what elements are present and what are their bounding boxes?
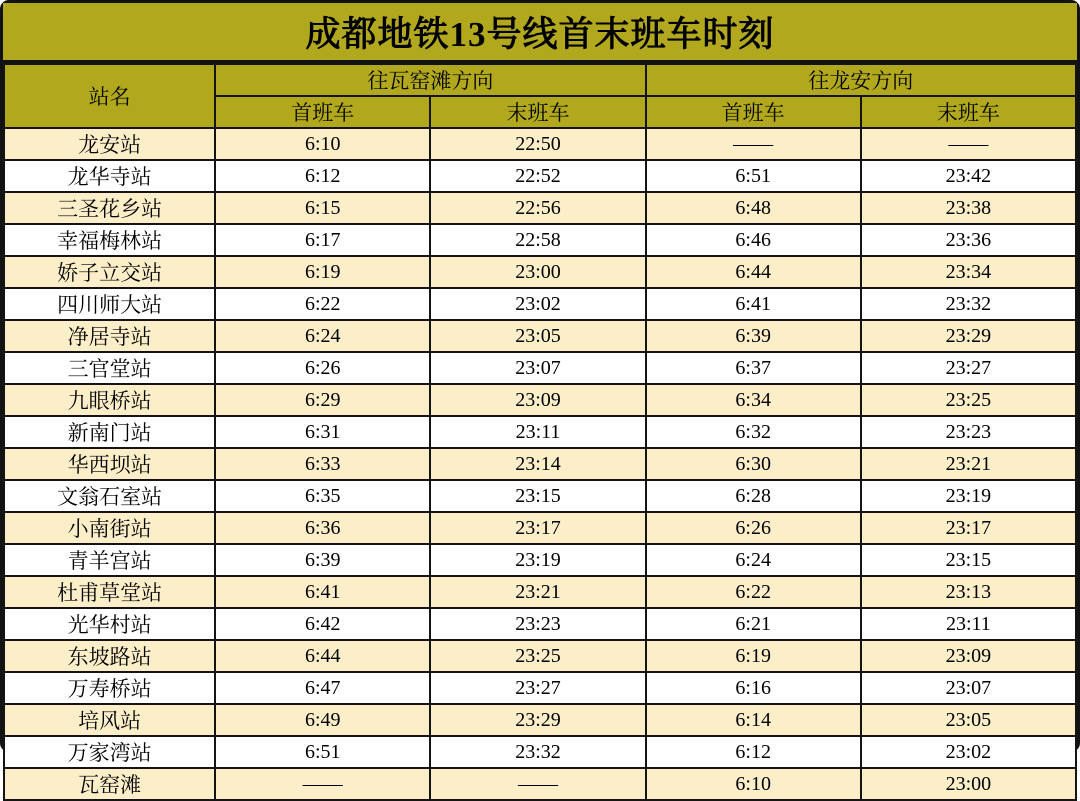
- time-cell: 23:29: [430, 704, 645, 736]
- station-name: 万寿桥站: [4, 672, 215, 704]
- time-cell: 23:11: [861, 608, 1076, 640]
- station-name: 龙安站: [4, 128, 215, 160]
- time-cell: 6:44: [646, 256, 861, 288]
- subheader-wayaotan-last: 末班车: [430, 96, 645, 128]
- time-cell: 23:02: [861, 736, 1076, 768]
- time-cell: 23:07: [430, 352, 645, 384]
- time-cell: 23:19: [861, 480, 1076, 512]
- time-cell: 23:27: [430, 672, 645, 704]
- time-cell: 6:15: [215, 192, 430, 224]
- direction-header-row: [4, 64, 1076, 96]
- time-cell: 23:36: [861, 224, 1076, 256]
- time-cell: 6:28: [646, 480, 861, 512]
- time-cell: 23:29: [861, 320, 1076, 352]
- time-cell: 23:09: [430, 384, 645, 416]
- time-cell: 23:38: [861, 192, 1076, 224]
- station-name: 三官堂站: [4, 352, 215, 384]
- time-cell: 23:32: [430, 736, 645, 768]
- timetable-header: [4, 64, 1076, 128]
- time-cell: 23:14: [430, 448, 645, 480]
- time-cell: 6:48: [646, 192, 861, 224]
- time-cell: 6:34: [646, 384, 861, 416]
- time-cell: 6:22: [215, 288, 430, 320]
- time-cell: 6:29: [215, 384, 430, 416]
- time-cell: 6:26: [215, 352, 430, 384]
- direction-header-wayaotan: 往瓦窑滩方向: [215, 64, 645, 96]
- time-cell: ——: [215, 768, 430, 800]
- time-cell: 23:19: [430, 544, 645, 576]
- table-row: [4, 128, 1076, 160]
- time-cell: 6:16: [646, 672, 861, 704]
- time-cell: ——: [861, 128, 1076, 160]
- time-cell: 23:00: [430, 256, 645, 288]
- table-row: [4, 480, 1076, 512]
- time-cell: 6:17: [215, 224, 430, 256]
- time-cell: 6:39: [215, 544, 430, 576]
- table-row: [4, 768, 1076, 800]
- time-cell: 6:30: [646, 448, 861, 480]
- station-name: 瓦窑滩: [4, 768, 215, 800]
- time-cell: 23:07: [861, 672, 1076, 704]
- time-cell: 23:27: [861, 352, 1076, 384]
- time-cell: 23:17: [861, 512, 1076, 544]
- time-cell: 23:34: [861, 256, 1076, 288]
- time-cell: 6:41: [646, 288, 861, 320]
- time-cell: 6:12: [646, 736, 861, 768]
- time-cell: 6:44: [215, 640, 430, 672]
- time-cell: 23:25: [861, 384, 1076, 416]
- time-cell: 23:42: [861, 160, 1076, 192]
- time-cell: 22:56: [430, 192, 645, 224]
- time-cell: 6:36: [215, 512, 430, 544]
- time-cell: 6:41: [215, 576, 430, 608]
- time-cell: 6:39: [646, 320, 861, 352]
- station-name: 青羊宫站: [4, 544, 215, 576]
- time-cell: 6:42: [215, 608, 430, 640]
- time-cell: 23:15: [861, 544, 1076, 576]
- time-cell: 22:52: [430, 160, 645, 192]
- station-name: 东坡路站: [4, 640, 215, 672]
- station-name: 万家湾站: [4, 736, 215, 768]
- time-cell: 6:31: [215, 416, 430, 448]
- station-name: 新南门站: [4, 416, 215, 448]
- time-cell: 6:51: [215, 736, 430, 768]
- subheader-wayaotan-first: 首班车: [215, 96, 430, 128]
- table-row: [4, 352, 1076, 384]
- table-row: [4, 256, 1076, 288]
- time-cell: 6:46: [646, 224, 861, 256]
- station-name: 龙华寺站: [4, 160, 215, 192]
- time-cell: 23:15: [430, 480, 645, 512]
- time-cell: 6:10: [646, 768, 861, 800]
- table-row: [4, 640, 1076, 672]
- time-cell: 6:21: [646, 608, 861, 640]
- table-row: [4, 608, 1076, 640]
- time-cell: 22:58: [430, 224, 645, 256]
- time-cell: 6:33: [215, 448, 430, 480]
- subheader-longan-last: 末班车: [861, 96, 1076, 128]
- time-cell: 6:24: [215, 320, 430, 352]
- station-name: 娇子立交站: [4, 256, 215, 288]
- table-row: [4, 288, 1076, 320]
- station-name: 华西坝站: [4, 448, 215, 480]
- station-name: 光华村站: [4, 608, 215, 640]
- time-cell: 23:05: [861, 704, 1076, 736]
- table-row: [4, 672, 1076, 704]
- table-row: [4, 384, 1076, 416]
- time-cell: 6:22: [646, 576, 861, 608]
- station-name: 杜甫草堂站: [4, 576, 215, 608]
- station-name: 幸福梅林站: [4, 224, 215, 256]
- time-cell: 6:35: [215, 480, 430, 512]
- time-cell: ——: [430, 768, 645, 800]
- time-cell: 6:47: [215, 672, 430, 704]
- time-cell: 6:37: [646, 352, 861, 384]
- time-cell: 6:32: [646, 416, 861, 448]
- col-header-station: 站名: [4, 64, 215, 128]
- time-cell: 23:00: [861, 768, 1076, 800]
- time-cell: 23:02: [430, 288, 645, 320]
- time-cell: 23:23: [430, 608, 645, 640]
- time-cell: 6:19: [646, 640, 861, 672]
- table-row: [4, 192, 1076, 224]
- time-cell: 23:23: [861, 416, 1076, 448]
- time-cell: 23:21: [861, 448, 1076, 480]
- page-title: 成都地铁13号线首末班车时刻: [3, 3, 1077, 63]
- time-cell: 23:09: [861, 640, 1076, 672]
- time-cell: ——: [646, 128, 861, 160]
- time-cell: 6:26: [646, 512, 861, 544]
- time-cell: 6:49: [215, 704, 430, 736]
- time-cell: 23:21: [430, 576, 645, 608]
- table-row: [4, 736, 1076, 768]
- time-cell: 23:11: [430, 416, 645, 448]
- time-cell: 6:24: [646, 544, 861, 576]
- direction-header-longan: 往龙安方向: [646, 64, 1076, 96]
- time-cell: 6:51: [646, 160, 861, 192]
- time-cell: 23:25: [430, 640, 645, 672]
- subheader-longan-first: 首班车: [646, 96, 861, 128]
- time-cell: 6:19: [215, 256, 430, 288]
- station-name: 培风站: [4, 704, 215, 736]
- table-row: [4, 704, 1076, 736]
- station-name: 四川师大站: [4, 288, 215, 320]
- station-name: 九眼桥站: [4, 384, 215, 416]
- time-cell: 6:14: [646, 704, 861, 736]
- time-cell: 6:12: [215, 160, 430, 192]
- station-name: 三圣花乡站: [4, 192, 215, 224]
- table-row: [4, 544, 1076, 576]
- time-cell: 23:32: [861, 288, 1076, 320]
- station-name: 小南街站: [4, 512, 215, 544]
- time-cell: 6:10: [215, 128, 430, 160]
- time-cell: 23:13: [861, 576, 1076, 608]
- station-name: 文翁石室站: [4, 480, 215, 512]
- table-row: [4, 576, 1076, 608]
- time-cell: 23:05: [430, 320, 645, 352]
- timetable-body: [4, 128, 1076, 800]
- time-cell: 22:50: [430, 128, 645, 160]
- table-row: [4, 224, 1076, 256]
- table-row: [4, 512, 1076, 544]
- station-name: 净居寺站: [4, 320, 215, 352]
- timetable: [3, 63, 1077, 801]
- table-row: [4, 416, 1076, 448]
- table-row: [4, 320, 1076, 352]
- table-row: [4, 160, 1076, 192]
- table-row: [4, 448, 1076, 480]
- time-cell: 23:17: [430, 512, 645, 544]
